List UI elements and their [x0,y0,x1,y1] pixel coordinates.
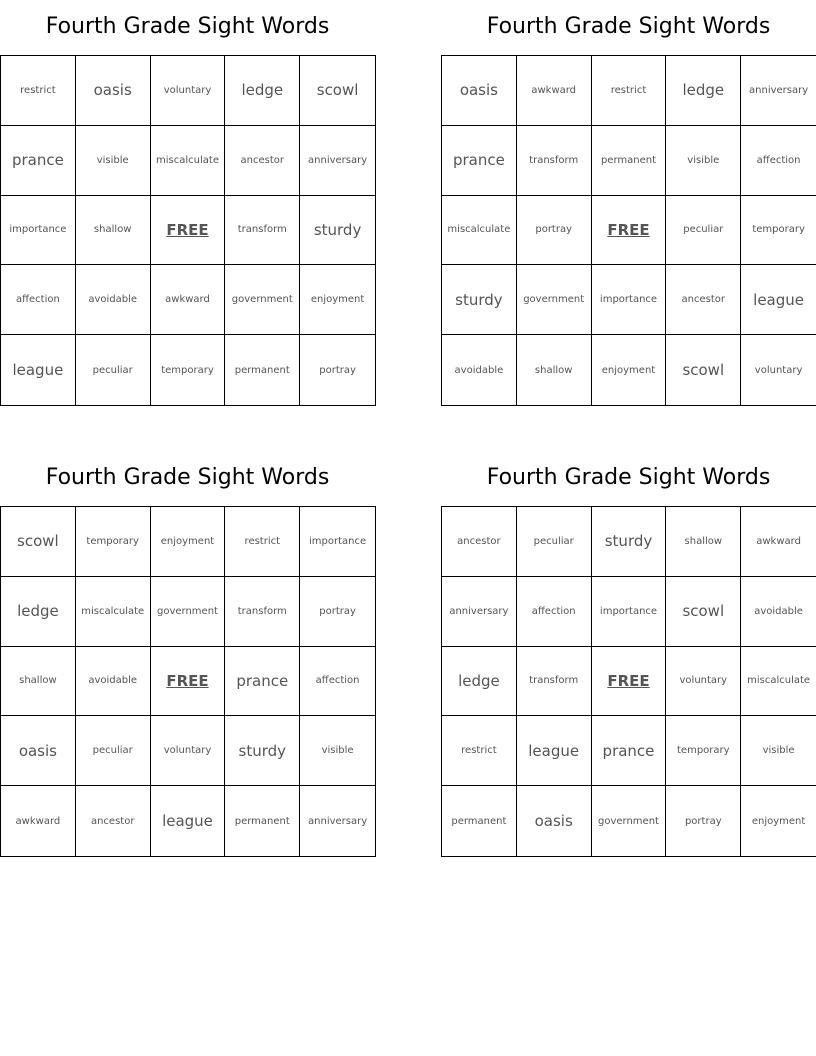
word-cell: prance [225,647,300,717]
word-cell: ancestor [225,126,300,196]
bingo-grid [441,506,816,857]
word-cell: visible [76,126,151,196]
word-cell: league [151,786,226,856]
free-space: FREE [151,647,226,717]
word-cell: prance [442,126,517,196]
word-cell: voluntary [151,56,226,126]
word-cell: awkward [517,56,592,126]
word-cell: temporary [151,335,226,405]
bingo-grid [441,55,816,406]
word-cell: voluntary [666,647,741,717]
word-cell: anniversary [442,577,517,647]
word-cell: ledge [666,56,741,126]
word-cell: league [1,335,76,405]
word-cell: sturdy [300,196,375,266]
word-cell: ledge [1,577,76,647]
bingo-grid [0,55,376,406]
word-cell: portray [517,196,592,266]
word-cell: scowl [666,577,741,647]
word-cell: portray [319,364,356,376]
word-cell: restrict [592,56,667,126]
free-space: FREE [151,196,226,266]
word-cell: awkward [1,786,76,856]
word-cell: restrict [225,507,300,577]
word-cell: portray [666,786,741,856]
bingo-grid [0,506,376,857]
word-cell: transform [517,126,592,196]
word-cell: prance [1,126,76,196]
card-title: Fourth Grade Sight Words [45,14,330,39]
word-cell: restrict [1,56,76,126]
card-title: Fourth Grade Sight Words [486,14,771,39]
word-cell: peculiar [76,716,151,786]
word-cell: league [741,265,816,335]
word-cell: affection [517,577,592,647]
word-cell: ancestor [442,507,517,577]
word-cell: visible [300,716,375,786]
word-cell: awkward [151,265,226,335]
word-cell: importance [300,507,375,577]
word-cell: transform [517,647,592,717]
word-cell: temporary [741,196,816,266]
word-cell: government [151,577,226,647]
word-cell: avoidable [76,647,151,717]
word-cell: government [225,265,300,335]
word-cell: enjoyment [300,265,375,335]
word-cell: permanent [592,126,667,196]
word-cell: restrict [442,716,517,786]
word-cell: affection [300,647,375,717]
card-title: Fourth Grade Sight Words [486,465,771,490]
word-cell: voluntary [754,364,803,376]
word-cell: transform [225,196,300,266]
word-cell: importance [592,265,667,335]
word-cell: temporary [666,716,741,786]
word-cell: awkward [741,507,816,577]
word-cell: enjoyment [592,335,667,405]
word-cell: government [592,786,667,856]
word-cell: prance [592,716,667,786]
word-cell: voluntary [151,716,226,786]
word-cell: affection [741,126,816,196]
word-cell: miscalculate [76,577,151,647]
word-cell: oasis [76,56,151,126]
word-cell: peculiar [517,507,592,577]
word-cell: avoidable [442,335,517,405]
word-cell: miscalculate [741,647,816,717]
word-cell: portray [300,577,375,647]
word-cell: transform [225,577,300,647]
word-cell: sturdy [592,507,667,577]
word-cell: league [517,716,592,786]
word-cell: shallow [666,507,741,577]
word-cell: enjoyment [751,815,806,827]
word-cell: permanent [225,335,300,405]
word-cell: importance [592,577,667,647]
word-cell: shallow [517,335,592,405]
word-cell: affection [1,265,76,335]
word-cell: scowl [1,507,76,577]
word-cell: avoidable [741,577,816,647]
word-cell: miscalculate [442,196,517,266]
word-cell: miscalculate [151,126,226,196]
word-cell: permanent [442,786,517,856]
word-cell: shallow [1,647,76,717]
word-cell: ancestor [76,786,151,856]
word-cell: avoidable [76,265,151,335]
free-space: FREE [592,196,667,266]
word-cell: sturdy [225,716,300,786]
word-cell: ledge [225,56,300,126]
word-cell: ledge [442,647,517,717]
word-cell: anniversary [741,56,816,126]
word-cell: anniversary [308,815,368,827]
word-cell: peculiar [76,335,151,405]
word-cell: permanent [225,786,300,856]
card-title: Fourth Grade Sight Words [45,465,330,490]
word-cell: temporary [76,507,151,577]
word-cell: oasis [1,716,76,786]
word-cell: oasis [442,56,517,126]
word-cell: importance [1,196,76,266]
word-cell: scowl [300,56,375,126]
word-cell: government [517,265,592,335]
word-cell: anniversary [300,126,375,196]
word-cell: visible [741,716,816,786]
word-cell: peculiar [666,196,741,266]
word-cell: scowl [666,335,741,405]
word-cell: visible [666,126,741,196]
word-cell: enjoyment [151,507,226,577]
word-cell: ancestor [666,265,741,335]
word-cell: sturdy [442,265,517,335]
free-space: FREE [592,647,667,717]
word-cell: oasis [517,786,592,856]
word-cell: shallow [76,196,151,266]
